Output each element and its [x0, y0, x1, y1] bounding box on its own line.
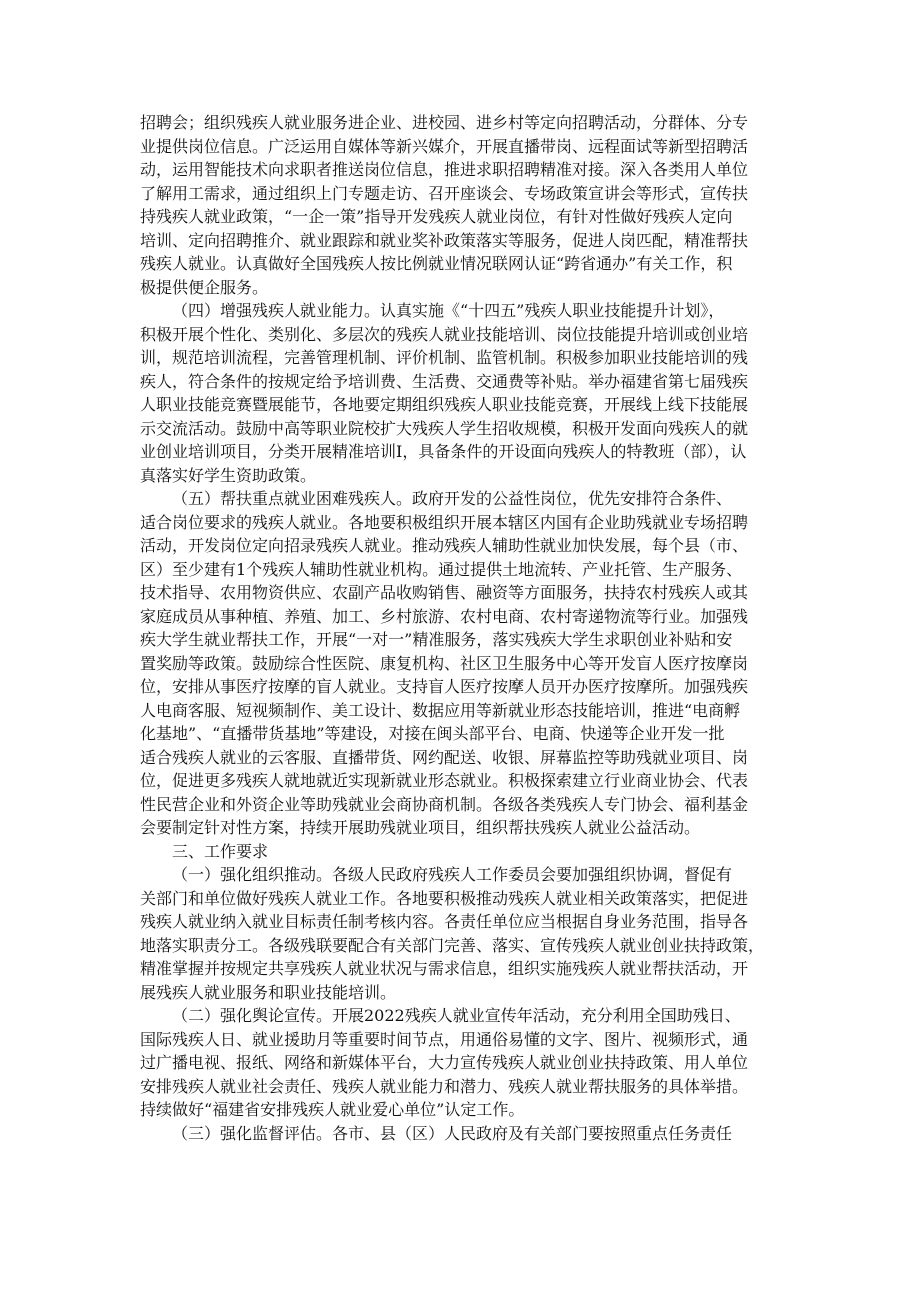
text-line: 积极开展个性化、类别化、多层次的残疾人就业技能培训、岗位技能提升培训或创业培: [140, 324, 749, 344]
text-line: 示交流活动。鼓励中高等职业院校扩大残疾人学生招收规模，积极开发面向残疾人的就: [140, 418, 749, 438]
text-line: 人职业技能竞赛暨展能节，各地要定期组织残疾人职业技能竞赛，开展线上线下技能展: [140, 395, 749, 414]
text-line: 疾大学生就业帮扶工作，开展“一对一”精准服务，落实残疾大学生求职创业补贴和安: [140, 630, 733, 649]
text-line: 持续做好“福建省安排残疾人就业爱心单位”认定工作。: [140, 1100, 525, 1119]
text-line: （四）增强残疾人就业能力。认真实施《“十四五”残疾人职业技能提升计划》，: [172, 301, 725, 320]
text-line: 适合岗位要求的残疾人就业。各地要积极组织开展本辖区内国有企业助残就业专场招聘: [140, 512, 749, 532]
text-line: 极提供便企服务。: [140, 277, 269, 297]
text-line: 持残疾人就业政策，“一企一策”指导开发残疾人就业岗位，有针对性做好残疾人定向: [140, 207, 733, 226]
text-line: 真落实好学生资助政策。: [140, 465, 317, 485]
text-line: 精准掌握并按规定共享残疾人就业状况与需求信息，组织实施残疾人就业帮扶活动，开: [140, 959, 749, 978]
text-line: 培训、定向招聘推介、就业跟踪和就业奖补政策落实等服务，促进人岗匹配，精准帮扶: [140, 230, 749, 250]
text-line: 会要制定针对性方案，持续开展助残就业项目，组织帮扶残疾人就业公益活动。: [140, 818, 701, 837]
text-line: 技术指导、农用物资供应、农副产品收购销售、融资等方面服务，扶持农村残疾人或其: [140, 583, 749, 602]
document-page: [140, 111, 785, 1145]
text-line: （三）强化监督评估。各市、县（区）人民政府及有关部门要按照重点任务责任: [172, 1123, 733, 1143]
text-line: 训，规范培训流程，完善管理机制、评价机制、监管机制。积极参加职业技能培训的残: [140, 348, 749, 367]
text-line: 适合残疾人就业的云客服、直播带货、网约配送、收银、屏幕监控等助残就业项目、岗: [140, 747, 749, 767]
text-line: 安排残疾人就业社会责任、残疾人就业能力和潜力、残疾人就业帮扶服务的具体举措。: [140, 1076, 749, 1096]
text-line: 区）至少建有1个残疾人辅助性就业机构。通过提供土地流转、产业托管、生产服务、: [140, 559, 743, 579]
text-line: 性民营企业和外资企业等助残就业会商协商机制。各级各类残疾人专门协会、福利基金: [140, 794, 749, 814]
text-line: 置奖励等政策。鼓励综合性医院、康复机构、社区卫生服务中心等开发盲人医疗按摩岗: [140, 653, 749, 673]
text-line: 残疾人就业。认真做好全国残疾人按比例就业情况联网认证“跨省通办”有关工作，积: [140, 254, 733, 273]
text-line: （二）强化舆论宣传。开展2022残疾人就业宣传年活动，充分利用全国助残日、: [172, 1006, 741, 1025]
text-line: 招聘会；组织残疾人就业服务进企业、进校园、进乡村等定向招聘活动，分群体、分专: [140, 113, 749, 132]
text-line: 三、工作要求: [172, 841, 269, 861]
text-line: 人电商客服、短视频制作、美工设计、数据应用等新就业形态技能培训，推进“电商孵: [140, 700, 741, 720]
text-line: （五）帮扶重点就业困难残疾人。政府开发的公益性岗位，优先安排符合条件、: [172, 489, 733, 508]
text-line: 展残疾人就业服务和职业技能培训。: [140, 982, 397, 1002]
text-line: 位，促进更多残疾人就地就近实现新就业形态就业。积极探索建立行业商业协会、代表: [140, 771, 749, 790]
text-line: 业提供岗位信息。广泛运用自媒体等新兴媒介，开展直播带岗、远程面试等新型招聘活: [140, 136, 749, 156]
text-line: 业创业培训项目，分类开展精准培训I，具备条件的开设面向残疾人的特教班（部），认: [140, 442, 747, 461]
text-line: 化基地”、“直播带货基地”等建设，对接在闽头部平台、电商、快递等企业开发一批: [140, 724, 725, 743]
text-line: （一）强化组织推动。各级人民政府残疾人工作委员会要加强组织协调，督促有: [172, 865, 733, 884]
text-line: 活动，开发岗位定向招录残疾人就业。推动残疾人辅助性就业加快发展，每个县（市、: [140, 536, 749, 555]
text-line: 了解用工需求，通过组织上门专题走访、召开座谈会、专场政策宣讲会等形式，宣传扶: [140, 183, 749, 203]
text-line: 动，运用智能技术向求职者推送岗位信息，推进求职招聘精准对接。深入各类用人单位: [140, 160, 749, 179]
text-line: 过广播电视、报纸、网络和新媒体平台，大力宣传残疾人就业创业扶持政策、用人单位: [140, 1053, 749, 1072]
text-line: 地落实职责分工。各级残联要配合有关部门完善、落实、宣传残疾人就业创业扶持政策，: [140, 935, 765, 955]
text-line: 国际残疾人日、就业援助月等重要时间节点，用通俗易懂的文字、图片、视频形式，通: [140, 1029, 749, 1049]
text-line: 家庭成员从事种植、养殖、加工、乡村旅游、农村电商、农村寄递物流等行业。加强残: [140, 606, 749, 626]
text-line: 疾人，符合条件的按规定给予培训费、生活费、交通费等补贴。举办福建省第七届残疾: [140, 371, 749, 391]
text-line: 关部门和单位做好残疾人就业工作。各地要积极推动残疾人就业相关政策落实，把促进: [140, 888, 749, 908]
text-line: 位，安排从事医疗按摩的盲人就业。支持盲人医疗按摩人员开办医疗按摩所。加强残疾: [140, 677, 749, 696]
text-line: 残疾人就业纳入就业目标责任制考核内容。各责任单位应当根据自身业务范围，指导各: [140, 912, 749, 931]
